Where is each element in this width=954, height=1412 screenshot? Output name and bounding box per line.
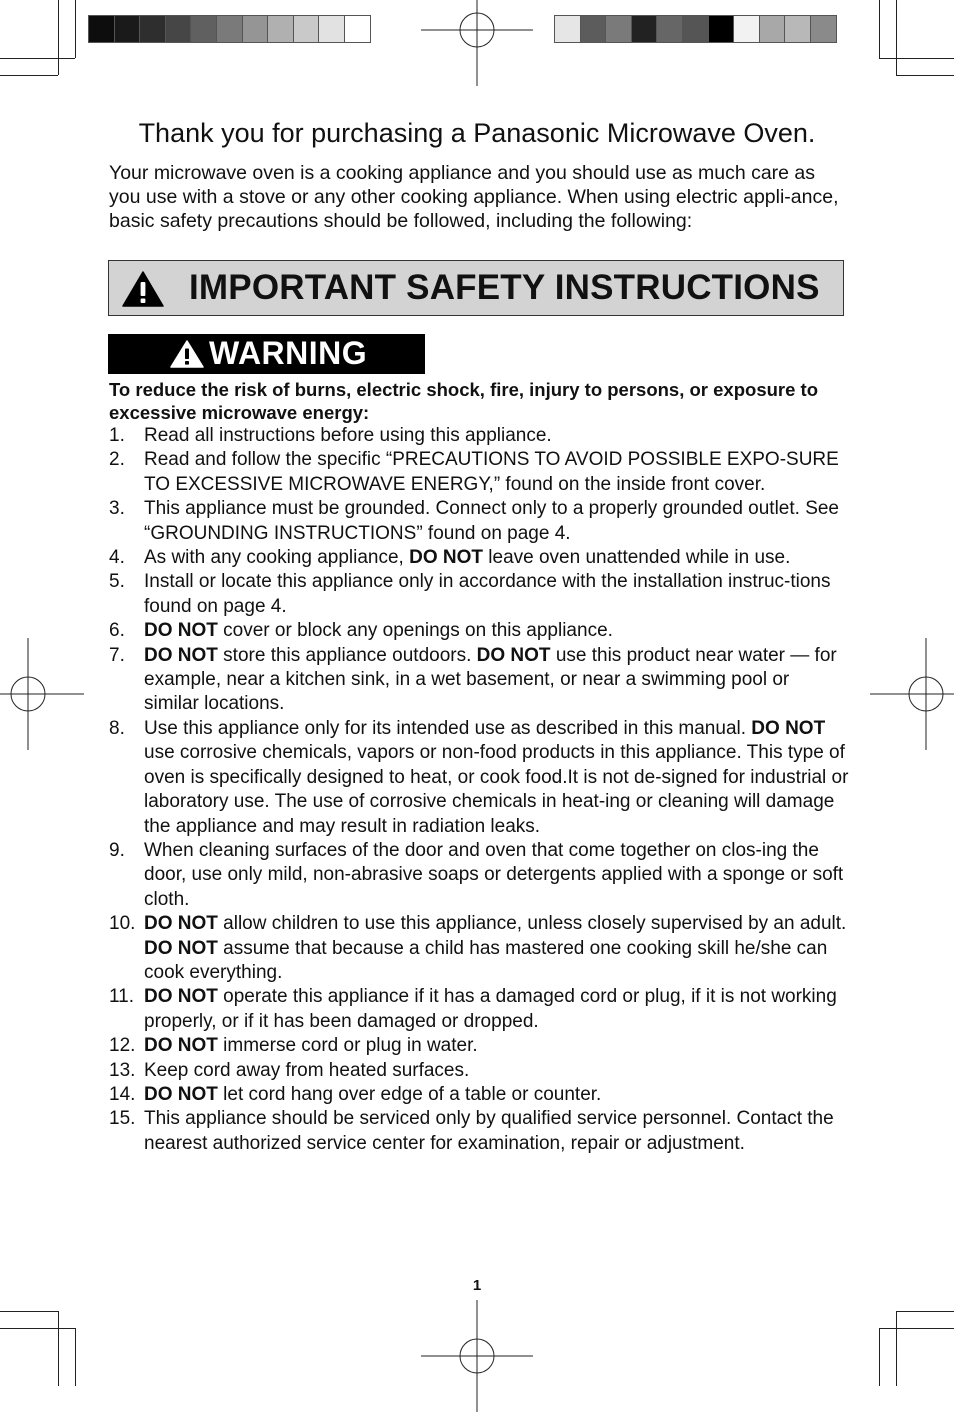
color-swatch bbox=[605, 15, 632, 43]
color-swatch bbox=[344, 15, 371, 43]
warning-triangle-icon bbox=[170, 340, 204, 368]
do-not-emphasis: DO NOT bbox=[144, 913, 218, 935]
instruction-number: 14. bbox=[109, 1083, 136, 1105]
do-not-emphasis: DO NOT bbox=[144, 986, 218, 1008]
color-swatch bbox=[631, 15, 658, 43]
instruction-number: 5. bbox=[109, 571, 125, 593]
color-swatch bbox=[708, 15, 735, 43]
instruction-text: operate this appliance if it has a damaged cord or plug, if it is not working properly, or if it has been damaged or dropped. bbox=[144, 986, 837, 1032]
warning-label-box bbox=[108, 334, 425, 374]
color-swatch bbox=[88, 15, 115, 43]
instruction-text: store this appliance outdoors. bbox=[217, 644, 477, 666]
do-not-emphasis: DO NOT bbox=[409, 547, 483, 569]
do-not-emphasis: DO NOT bbox=[144, 1083, 218, 1105]
instruction-text: allow children to use this appliance, unless closely supervised by an adult. bbox=[217, 913, 847, 935]
instruction-number: 13. bbox=[109, 1059, 136, 1081]
color-swatch bbox=[682, 15, 709, 43]
color-swatch bbox=[554, 15, 581, 43]
color-swatch bbox=[733, 15, 760, 43]
color-swatch bbox=[267, 15, 294, 43]
instruction-item bbox=[109, 619, 849, 643]
color-swatch bbox=[114, 15, 141, 43]
instruction-text: This appliance should be serviced only by qualified service personnel. Contact the nearest authorized service center for examination, repair or adjustment. bbox=[144, 1108, 834, 1154]
instruction-text: This appliance must be grounded. Connect only to a properly grounded outlet. See “GROUNDING INSTRUCTIONS” found on page 4. bbox=[144, 498, 840, 544]
registration-mark-bottom bbox=[421, 1300, 533, 1412]
instruction-number: 9. bbox=[109, 839, 125, 861]
warning-label: WARNING bbox=[209, 335, 368, 371]
instruction-item bbox=[109, 424, 849, 448]
instruction-number: 2. bbox=[109, 449, 125, 471]
color-swatch bbox=[580, 15, 607, 43]
do-not-emphasis: DO NOT bbox=[144, 1035, 218, 1057]
banner-title: IMPORTANT SAFETY INSTRUCTIONS bbox=[189, 268, 820, 307]
instruction-item bbox=[109, 1034, 849, 1058]
color-swatch bbox=[165, 15, 192, 43]
do-not-emphasis: DO NOT bbox=[144, 937, 218, 959]
instruction-text: When cleaning surfaces of the door and oven that come together on clos-ing the door, use only mild, non-abrasive soaps or detergents applied with a sponge or soft cloth. bbox=[144, 839, 844, 910]
instruction-text: assume that because a child has mastered one cooking skill he/she can cook everything. bbox=[144, 937, 828, 983]
color-swatch bbox=[216, 15, 243, 43]
do-not-emphasis: DO NOT bbox=[144, 644, 218, 666]
instruction-item bbox=[109, 985, 849, 1034]
color-swatch bbox=[656, 15, 683, 43]
do-not-emphasis: DO NOT bbox=[144, 620, 218, 642]
instruction-number: 6. bbox=[109, 620, 125, 642]
color-swatch bbox=[242, 15, 269, 43]
page-number: 1 bbox=[472, 1277, 482, 1294]
instruction-number: 11. bbox=[109, 986, 135, 1008]
color-swatch bbox=[318, 15, 345, 43]
instruction-item bbox=[109, 1059, 849, 1083]
registration-mark-top bbox=[421, 0, 533, 86]
instruction-item bbox=[109, 497, 849, 546]
warning-triangle-icon bbox=[122, 271, 164, 307]
safety-banner bbox=[108, 260, 844, 316]
instruction-text: As with any cooking appliance, bbox=[144, 547, 410, 569]
instruction-number: 4. bbox=[109, 547, 125, 569]
instruction-number: 1. bbox=[109, 425, 125, 446]
color-swatch bbox=[759, 15, 786, 43]
instruction-item bbox=[109, 1083, 849, 1107]
instruction-number: 7. bbox=[109, 644, 125, 666]
color-swatch bbox=[190, 15, 217, 43]
instruction-item bbox=[109, 912, 849, 985]
do-not-emphasis: DO NOT bbox=[751, 717, 826, 739]
do-not-emphasis: DO NOT bbox=[476, 644, 551, 666]
instruction-number: 3. bbox=[109, 498, 125, 520]
instruction-item bbox=[109, 546, 849, 570]
instruction-text: leave oven unattended while in use. bbox=[483, 547, 791, 569]
instruction-text: use this product near water — for example, near a kitchen sink, in a wet basement, or near a swimming pool or similar locations. bbox=[144, 644, 837, 715]
color-swatch bbox=[293, 15, 320, 43]
instruction-text: Install or locate this appliance only in accordance with the installation instruc-tions found on page 4. bbox=[144, 571, 831, 617]
registration-mark-left bbox=[0, 638, 84, 750]
instruction-text: Keep cord away from heated surfaces. bbox=[144, 1059, 470, 1081]
instruction-text: Read and follow the specific “PRECAUTIONS TO AVOID POSSIBLE EXPO-SURE TO EXCESSIVE MICROWAVE ENERGY,” found on the inside front cover. bbox=[144, 449, 839, 495]
registration-mark-right bbox=[870, 638, 954, 750]
instruction-number: 8. bbox=[109, 717, 125, 739]
instruction-text: let cord hang over edge of a table or counter. bbox=[217, 1083, 602, 1105]
instruction-item bbox=[109, 839, 849, 912]
instruction-text: immerse cord or plug in water. bbox=[217, 1035, 478, 1057]
intro-paragraph: Your microwave oven is a cooking appliance and you should use as much care as you use with a stove or any other cooking appliance. When using electric appli-ance, basic safety precautions should be followed, including the following: bbox=[109, 162, 839, 232]
lead-in-text: To reduce the risk of burns, electric shock, fire, injury to persons, or exposure to excessive microwave energy: bbox=[109, 379, 818, 423]
instruction-item bbox=[109, 644, 849, 717]
color-swatch bbox=[139, 15, 166, 43]
page-title: Thank you for purchasing a Panasonic Microwave Oven. bbox=[138, 118, 816, 148]
instruction-text: cover or block any openings on this appliance. bbox=[217, 620, 613, 642]
instruction-text: Read all instructions before using this appliance. bbox=[144, 425, 552, 446]
instruction-item bbox=[109, 717, 849, 839]
instruction-number: 15. bbox=[109, 1108, 136, 1130]
instruction-text: use corrosive chemicals, vapors or non-food products in this appliance. This type of oven is specifically designed to heat, or cook food.It is not de-signed for industrial or laboratory use. The use of corrosive chemicals in heat-ing or cleaning will damage the appliance and may result in radiation leaks. bbox=[144, 742, 849, 837]
instruction-item bbox=[109, 448, 849, 497]
instruction-number: 10. bbox=[109, 913, 136, 935]
instruction-number: 12. bbox=[109, 1035, 136, 1057]
instructions-list bbox=[109, 424, 849, 1156]
instruction-text: Use this appliance only for its intended use as described in this manual. bbox=[144, 717, 752, 739]
color-swatch bbox=[784, 15, 811, 43]
instruction-item bbox=[109, 570, 849, 619]
instruction-item bbox=[109, 1107, 849, 1156]
color-swatch bbox=[810, 15, 837, 43]
